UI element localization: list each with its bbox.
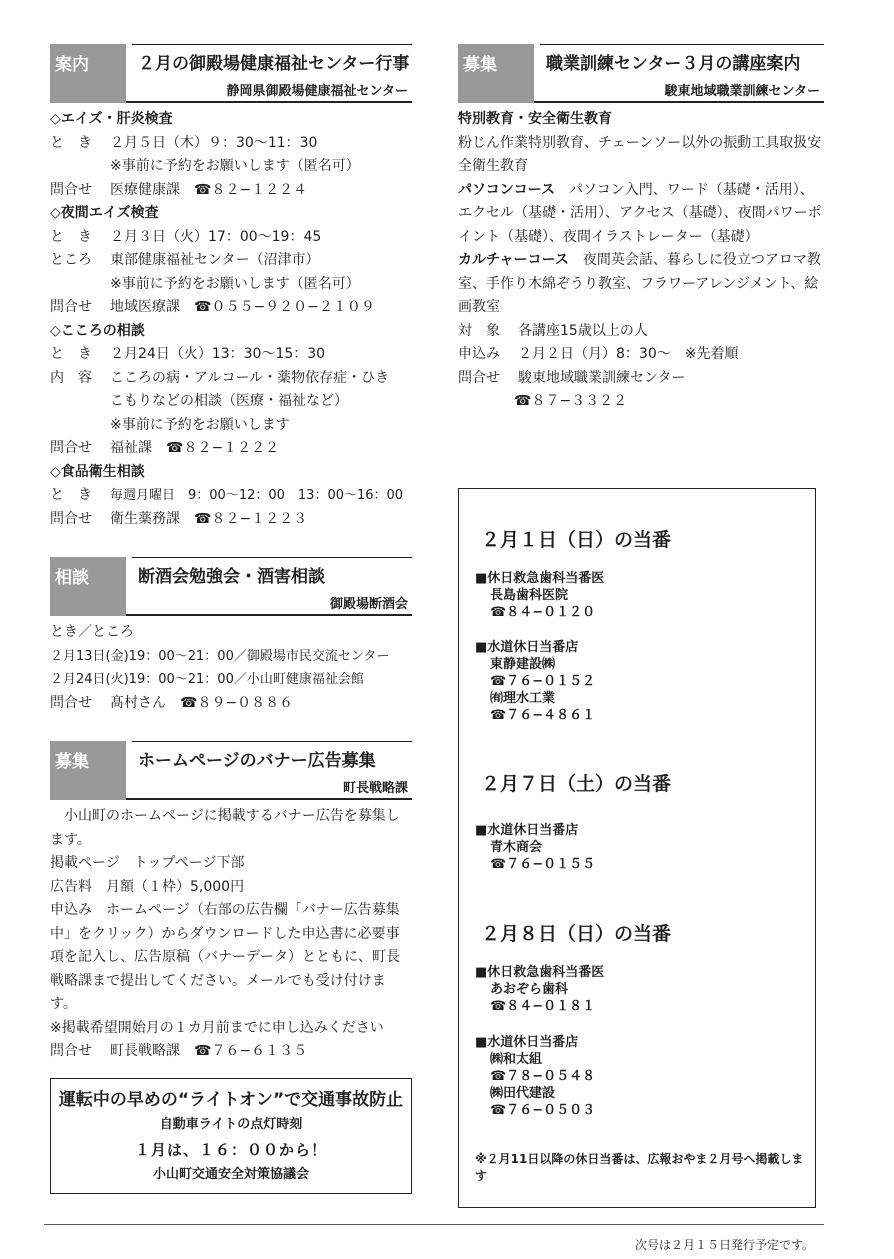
info-row	[50, 484, 412, 508]
duty-group-title: ■水道休日当番店	[475, 1035, 579, 1050]
row-key: 問合せ	[50, 694, 92, 711]
info-row	[458, 320, 824, 344]
row-key: 申込み	[458, 346, 500, 362]
row-key: ところ	[50, 252, 92, 268]
duty-clinic-name: あおぞら歯科	[490, 982, 569, 997]
row-value: 毎週月曜日 9：00〜12：00 13：00〜16：00	[110, 488, 404, 503]
info-row	[50, 1040, 412, 1064]
note-line: ※事前に予約をお願いします（匿名可）	[110, 275, 360, 292]
left-column	[50, 44, 412, 1194]
course-list: パソコン入門、ワード（基礎・活用）、エクセル（基礎・活用）、アクセス（基礎）、夜間パワーポイント（基礎）、夜間イラストレーター（基礎）	[458, 181, 822, 245]
row-key: 問合せ	[50, 181, 92, 198]
duty-phone: ☎７６−４８６１	[490, 708, 596, 723]
duty-shop-name: 青木商会	[490, 840, 543, 855]
row-value: ２月５日（木）９：30〜11：30	[110, 134, 318, 151]
row-value: 月額（１枠）5,000円	[106, 878, 245, 895]
row-key: と き	[50, 228, 92, 245]
row-key: 問合せ	[50, 299, 92, 315]
info-row	[50, 343, 412, 367]
row-key: 対 象	[458, 322, 500, 339]
note-line: ※事前に予約をお願いします	[110, 416, 290, 433]
header-underline	[126, 101, 412, 103]
section-header-vocational-training	[458, 44, 824, 103]
section-title: 断酒会勉強会・酒害相談	[132, 557, 412, 590]
row-value: 医療健康課 ☎８２−１２２４	[110, 181, 308, 198]
section-title: 職業訓練センター３月の講座案内	[540, 44, 824, 77]
row-value: 東部健康福祉センター（沼津市）	[110, 252, 320, 268]
row-key: 広告料	[50, 878, 92, 895]
section-organization: 御殿場断酒会	[329, 597, 408, 612]
category-tag: 案内	[50, 44, 126, 103]
section-header-sobriety	[50, 557, 412, 616]
row-value: こころの病・アルコール・薬物依存症・ひき	[110, 369, 390, 386]
row-value: 衛生薬務課 ☎８２−１２２３	[110, 510, 308, 527]
row-key: と き	[50, 487, 92, 503]
row-key: 掲載ページ	[50, 855, 120, 871]
section-title: ホームページのバナー広告募集	[132, 741, 412, 774]
pc-course-paragraph	[458, 179, 824, 250]
row-key: 問合せ	[458, 369, 500, 386]
duty-phone: ☎７６−０１５５	[490, 857, 596, 872]
section-organization: 静岡県御殿場健康福祉センター	[226, 84, 408, 99]
section-title: ２月の御殿場健康福祉センター行事	[132, 44, 412, 77]
banner-subheading: 自動車ライトの点灯時刻	[159, 1116, 303, 1132]
phone-line: ☎８７−３３２２	[514, 393, 628, 409]
row-key: と き	[50, 134, 92, 151]
info-row	[458, 343, 824, 367]
info-row	[50, 367, 412, 391]
banner-headline: 運転中の早めの“ライトオン”で交通事故防止	[58, 1089, 404, 1110]
duty-phone: ☎７６−０５０３	[490, 1103, 596, 1118]
row-key: と き	[50, 346, 92, 362]
footer-divider	[44, 1224, 824, 1225]
row-value: ホームページ（右部の広告欄「バナー広告募集中」をクリック）からダウンロードした申込書に必要事項を記入し、広告原稿（バナーデータ）とともに、町長戦略課まで提出してください。メールでも受け付けます。	[50, 902, 400, 1012]
banner-time: １月は、１６：００から！	[134, 1140, 327, 1159]
info-row	[50, 226, 412, 250]
duty-date-heading: ２月８日（日）の当番	[481, 923, 672, 945]
section-organization: 町長戦略課	[342, 781, 408, 796]
duty-date-heading: ２月７日（土）の当番	[481, 773, 672, 795]
continuation-line: こもりなどの相談（医療・福祉など）	[110, 393, 348, 409]
row-value: ２月24日（火）13：30〜15：30	[110, 346, 326, 362]
row-key: 申込み	[50, 902, 92, 918]
date-place-label: とき／ところ	[50, 624, 134, 640]
subheading-aids-hepatitis: ◇エイズ・肝炎検査	[50, 111, 173, 127]
duty-clinic-name: 長島歯科医院	[490, 588, 569, 603]
category-tag: 相談	[50, 557, 126, 616]
category-tag: 募集	[458, 44, 534, 103]
info-row	[50, 249, 412, 273]
note-line: ※掲載希望開始月の１カ月前までに申し込みください	[50, 1019, 384, 1036]
schedule-line: ２月24日(火)19：00〜21：00／小山町健康福祉会館	[50, 672, 364, 687]
info-row	[50, 179, 412, 203]
duty-phone: ☎７８−０５４８	[490, 1069, 596, 1084]
subheading-night-aids: ◇夜間エイズ検査	[50, 205, 159, 221]
row-value: 地域医療課 ☎０５５−９２０−２１０９	[110, 299, 375, 315]
row-value: ２月２日（月）8：30〜 ※先着順	[518, 346, 739, 362]
schedule-line: ２月13日(金)19：00〜21：00／御殿場市民交流センター	[50, 648, 390, 664]
special-education-courses: 粉じん作業特別教育、チェーンソー以外の振動工具取扱安全衛生教育	[458, 134, 822, 174]
info-row	[50, 852, 412, 876]
header-underline	[534, 101, 824, 103]
note-line: ※事前に予約をお願いします（匿名可）	[110, 158, 360, 174]
row-value: 髙村さん ☎８９−０８８６	[110, 694, 294, 711]
course-list: 夜間英会話、暮らしに役立つアロマ教室、手作り木綿ぞうり教室、フラワーアレンジメント、絵画教室	[458, 252, 821, 315]
next-issue-notice: 次号は２月１５日発行予定です。	[634, 1238, 814, 1252]
info-row	[50, 508, 412, 532]
course-name: カルチャーコース	[458, 252, 569, 268]
duty-group-title: ■休日救急歯科当番医	[475, 965, 605, 980]
section-header-health-center	[50, 44, 412, 103]
info-row	[50, 437, 412, 461]
row-key: 問合せ	[50, 1043, 92, 1059]
row-value: ２月３日（火）17：00〜19：45	[110, 228, 322, 245]
section-header-banner-ads	[50, 741, 412, 800]
category-tag: 募集	[50, 741, 126, 800]
row-value: トップページ下部	[133, 855, 245, 871]
duty-phone: ☎８４−０１２０	[490, 605, 596, 620]
duty-date-heading: ２月１日（日）の当番	[481, 529, 672, 551]
row-value: 町長戦略課 ☎７６−６１３５	[110, 1043, 308, 1059]
header-underline	[126, 614, 412, 616]
holiday-duty-box	[458, 488, 816, 1208]
course-name: パソコンコース	[458, 181, 556, 198]
right-column	[458, 44, 824, 414]
duty-phone: ☎８４−０１８１	[490, 999, 596, 1014]
traffic-safety-box	[50, 1078, 412, 1194]
subheading-food-hygiene: ◇食品衛生相談	[50, 463, 145, 480]
row-key: 問合せ	[50, 440, 92, 456]
row-key: 問合せ	[50, 510, 92, 527]
subheading-special-education: 特別教育・安全衛生教育	[458, 111, 612, 127]
duty-shop-name: ㈱和太組	[490, 1052, 543, 1067]
info-row	[50, 876, 412, 900]
section-organization: 駿東地域職業訓練センター	[664, 84, 820, 99]
row-value: 福祉課 ☎８２−１２２２	[110, 440, 280, 456]
intro-paragraph: 小山町のホームページに掲載するバナー広告を募集します。	[50, 808, 400, 848]
duty-phone: ☎７６−０１５２	[490, 674, 596, 689]
duty-shop-name: 東静建設㈱	[490, 657, 556, 672]
info-row	[50, 132, 412, 156]
info-row	[50, 296, 412, 320]
row-value: 駿東地域職業訓練センター	[518, 369, 686, 386]
duty-footnote: ※２月11日以降の休日当番は、広報おやま２月号へ掲載します	[475, 1152, 804, 1183]
row-value: 各講座15歳以上の人	[518, 322, 648, 339]
info-row	[50, 692, 412, 716]
header-underline	[126, 798, 412, 800]
duty-shop-name: ㈲理水工業	[490, 691, 556, 706]
duty-group-title: ■休日救急歯科当番医	[475, 571, 605, 586]
info-row	[458, 367, 824, 391]
row-key: 内 容	[50, 369, 92, 386]
subheading-mental-health: ◇こころの相談	[50, 322, 145, 339]
duty-group-title: ■水道休日当番店	[475, 640, 579, 655]
duty-group-title: ■水道休日当番店	[475, 823, 579, 838]
duty-shop-name: ㈱田代建設	[490, 1086, 556, 1101]
culture-course-paragraph	[458, 249, 824, 320]
application-paragraph	[50, 899, 412, 1017]
banner-organization: 小山町交通安全対策協議会	[152, 1166, 309, 1182]
